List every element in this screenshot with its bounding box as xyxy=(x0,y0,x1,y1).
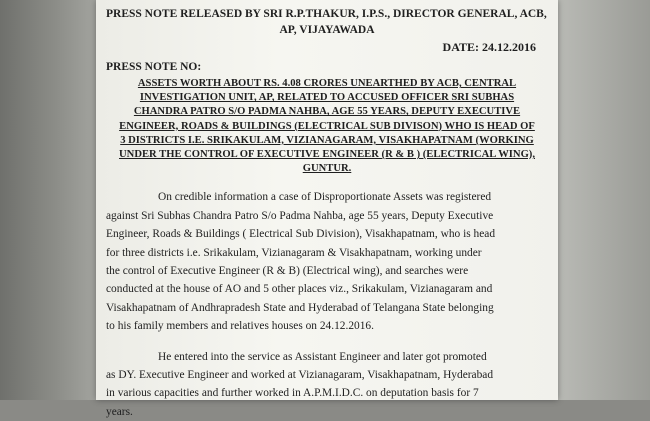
subject-line: ENGINEER, ROADS & BUILDINGS (ELECTRICAL SUB DIVISON) WHO IS HEAD OF xyxy=(119,120,535,132)
subject-line: INVESTIGATION UNIT, AP, RELATED TO ACCUSED OFFICER SRI SUBHAS xyxy=(139,92,515,104)
paragraph-line: the control of Executive Engineer (R & B) (Electrical wing), and searches were xyxy=(106,265,469,278)
background-left xyxy=(0,0,96,400)
header-line-1: PRESS NOTE RELEASED BY SRI R.P.THAKUR, I.P.S., DIRECTOR GENERAL, ACB, xyxy=(106,8,547,20)
press-note-number-label: PRESS NOTE NO: xyxy=(106,61,202,73)
press-note-date: DATE: 24.12.2016 xyxy=(442,40,536,54)
paragraph-line: Visakhapatnam of Andhrapradesh State and Hyderabad of Telangana State belonging xyxy=(106,301,494,314)
paragraph-line: as DY. Executive Engineer and worked at Vizianagaram, Visakhapatnam, Hyderabad xyxy=(106,369,494,382)
paragraph-line: On credible information a case of Disproportionate Assets was registered xyxy=(158,191,492,204)
paragraph-line: to his family members and relatives houses on 24.12.2016. xyxy=(106,320,374,333)
paragraph-line: for three districts i.e. Srikakulam, Vizianagaram & Visakhapatnam, working under xyxy=(106,246,482,259)
press-note-subject xyxy=(104,77,550,176)
press-note-header xyxy=(104,6,550,38)
background-right xyxy=(558,0,650,400)
paragraph-line: against Sri Subhas Chandra Patro S/o Padma Nahba, age 55 years, Deputy Executive xyxy=(106,209,494,222)
paragraph-line: in various capacities and further worked in A.P.M.I.D.C. on deputation basis for 7 xyxy=(106,387,479,400)
subject-line: ASSETS WORTH ABOUT RS. 4.08 CRORES UNEARTHED BY ACB, CENTRAL xyxy=(137,78,517,89)
press-note-paper xyxy=(96,0,558,418)
paragraph-line: years. xyxy=(106,405,133,418)
paragraph-line: Engineer, Roads & Buildings ( Electrical Sub Division), Visakhapatnam, who is head xyxy=(106,228,496,241)
subject-line: UNDER THE CONTROL OF EXECUTIVE ENGINEER (R & B ) (ELECTRICAL WING), xyxy=(119,149,535,161)
paragraph-line: He entered into the service as Assistant Engineer and later got promoted xyxy=(158,350,487,363)
press-note-document xyxy=(104,6,550,421)
subject-line: CHANDRA PATRO S/O PADMA NAHBA, AGE 55 YEARS, DEPUTY EXECUTIVE xyxy=(133,106,521,118)
subject-line: 3 DISTRICTS I.E. SRIKAKULAM, VIZIANAGARAM, VISAKHAPATNAM (WORKING xyxy=(120,134,534,146)
paragraph-line: conducted at the house of AO and 5 other places viz., Srikakulam, Vizianagaram and xyxy=(106,283,493,296)
paragraph-1 xyxy=(104,188,550,335)
subject-line: GUNTUR. xyxy=(302,163,352,175)
header-line-2: AP, VIJAYAWADA xyxy=(279,24,375,36)
paragraph-2 xyxy=(104,348,550,421)
